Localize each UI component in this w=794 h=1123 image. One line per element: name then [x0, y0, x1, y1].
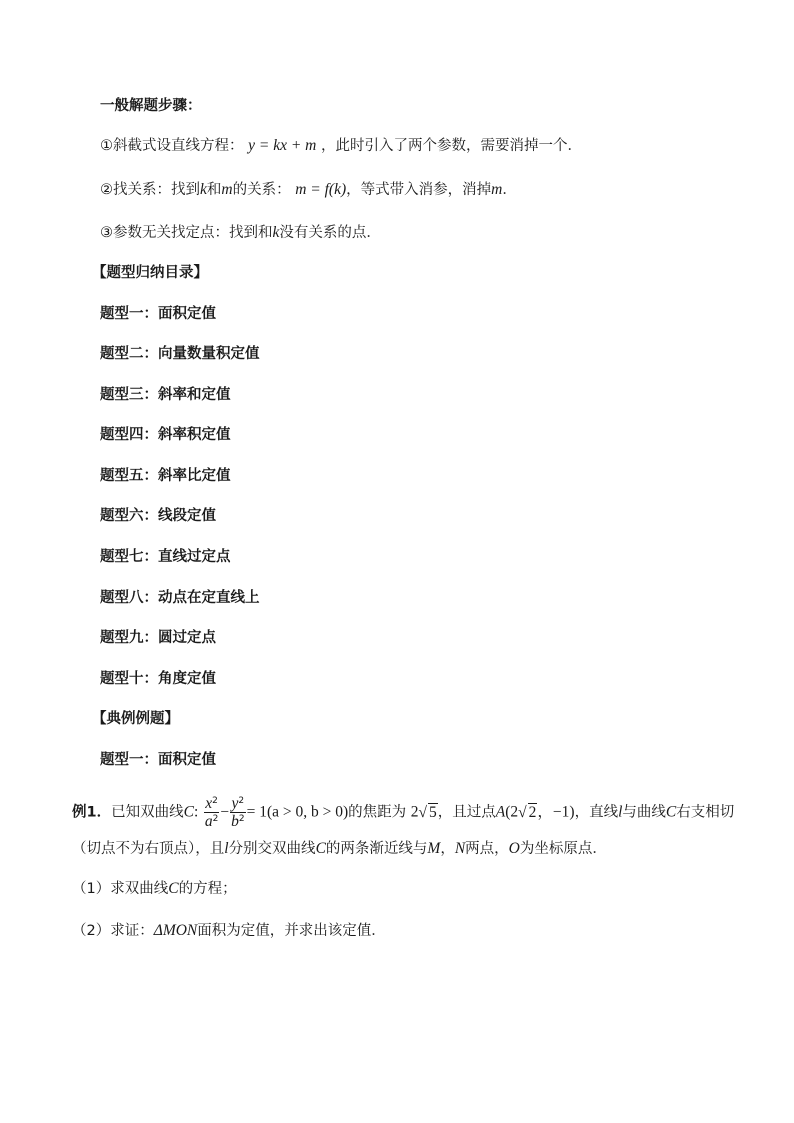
- example-1-question-2: （2）求证：ΔMON面积为定值，并求出该定值．: [72, 922, 386, 939]
- example-label: 例1．: [72, 804, 112, 821]
- sqrt-five: √ 5: [418, 803, 437, 821]
- catalog-item: 题型一：面积定值: [100, 306, 216, 322]
- fraction-y-over-b: $\frac{y^2}{b^2}$: [231, 795, 245, 830]
- step-2: ②找关系：找到k和m的关系： m = f(k)，等式带入消参，消掉m．: [100, 181, 517, 198]
- catalog-item: 题型十：角度定值: [100, 671, 216, 687]
- fraction-x-over-a: $\frac{x^2}{a^2}$: [204, 795, 219, 830]
- catalog-item: 题型七：直线过定点: [100, 549, 231, 565]
- catalog-item: 题型三：斜率和定值: [100, 387, 231, 403]
- catalog-heading: 【题型归纳目录】: [92, 265, 208, 281]
- catalog-item: 题型九：圆过定点: [100, 630, 216, 646]
- catalog-item: 题型六：线段定值: [100, 508, 216, 524]
- example-1-line-1: 例1．已知双曲线C: $\frac{x^2}{a^2}$ − $\frac{y^2}{b^2}$ = 1(a > 0, b > 0)的焦距为 2√ 5，且过点A(2√ 2，−1)，直线l与曲线C右支相切: [72, 795, 735, 830]
- line-equation: y = kx + m: [248, 137, 317, 154]
- example-1-line-2: （切点不为右顶点），且l分别交双曲线C的两条渐近线与M，N两点，O为坐标原点．: [72, 840, 607, 857]
- catalog-item: 题型八：动点在定直线上: [100, 590, 260, 606]
- steps-heading: 一般解题步骤：: [100, 98, 202, 114]
- type-title: 题型一：面积定值: [100, 752, 216, 768]
- sqrt-two: √ 2: [518, 803, 537, 821]
- example-1-question-1: （1）求双曲线C的方程；: [72, 880, 237, 897]
- catalog-item: 题型四：斜率积定值: [100, 427, 231, 443]
- catalog-item: 题型二：向量数量积定值: [100, 346, 260, 362]
- examples-heading: 【典例例题】: [92, 711, 179, 727]
- step-1: ①斜截式设直线方程： y = kx + m ，此时引入了两个参数，需要消掉一个．: [100, 137, 582, 154]
- step-3: ③参数无关找定点：找到和k没有关系的点．: [100, 224, 381, 241]
- catalog-item: 题型五：斜率比定值: [100, 468, 231, 484]
- triangle-mon: ΔMON: [153, 922, 198, 939]
- relation-formula: m = f(k): [295, 181, 347, 198]
